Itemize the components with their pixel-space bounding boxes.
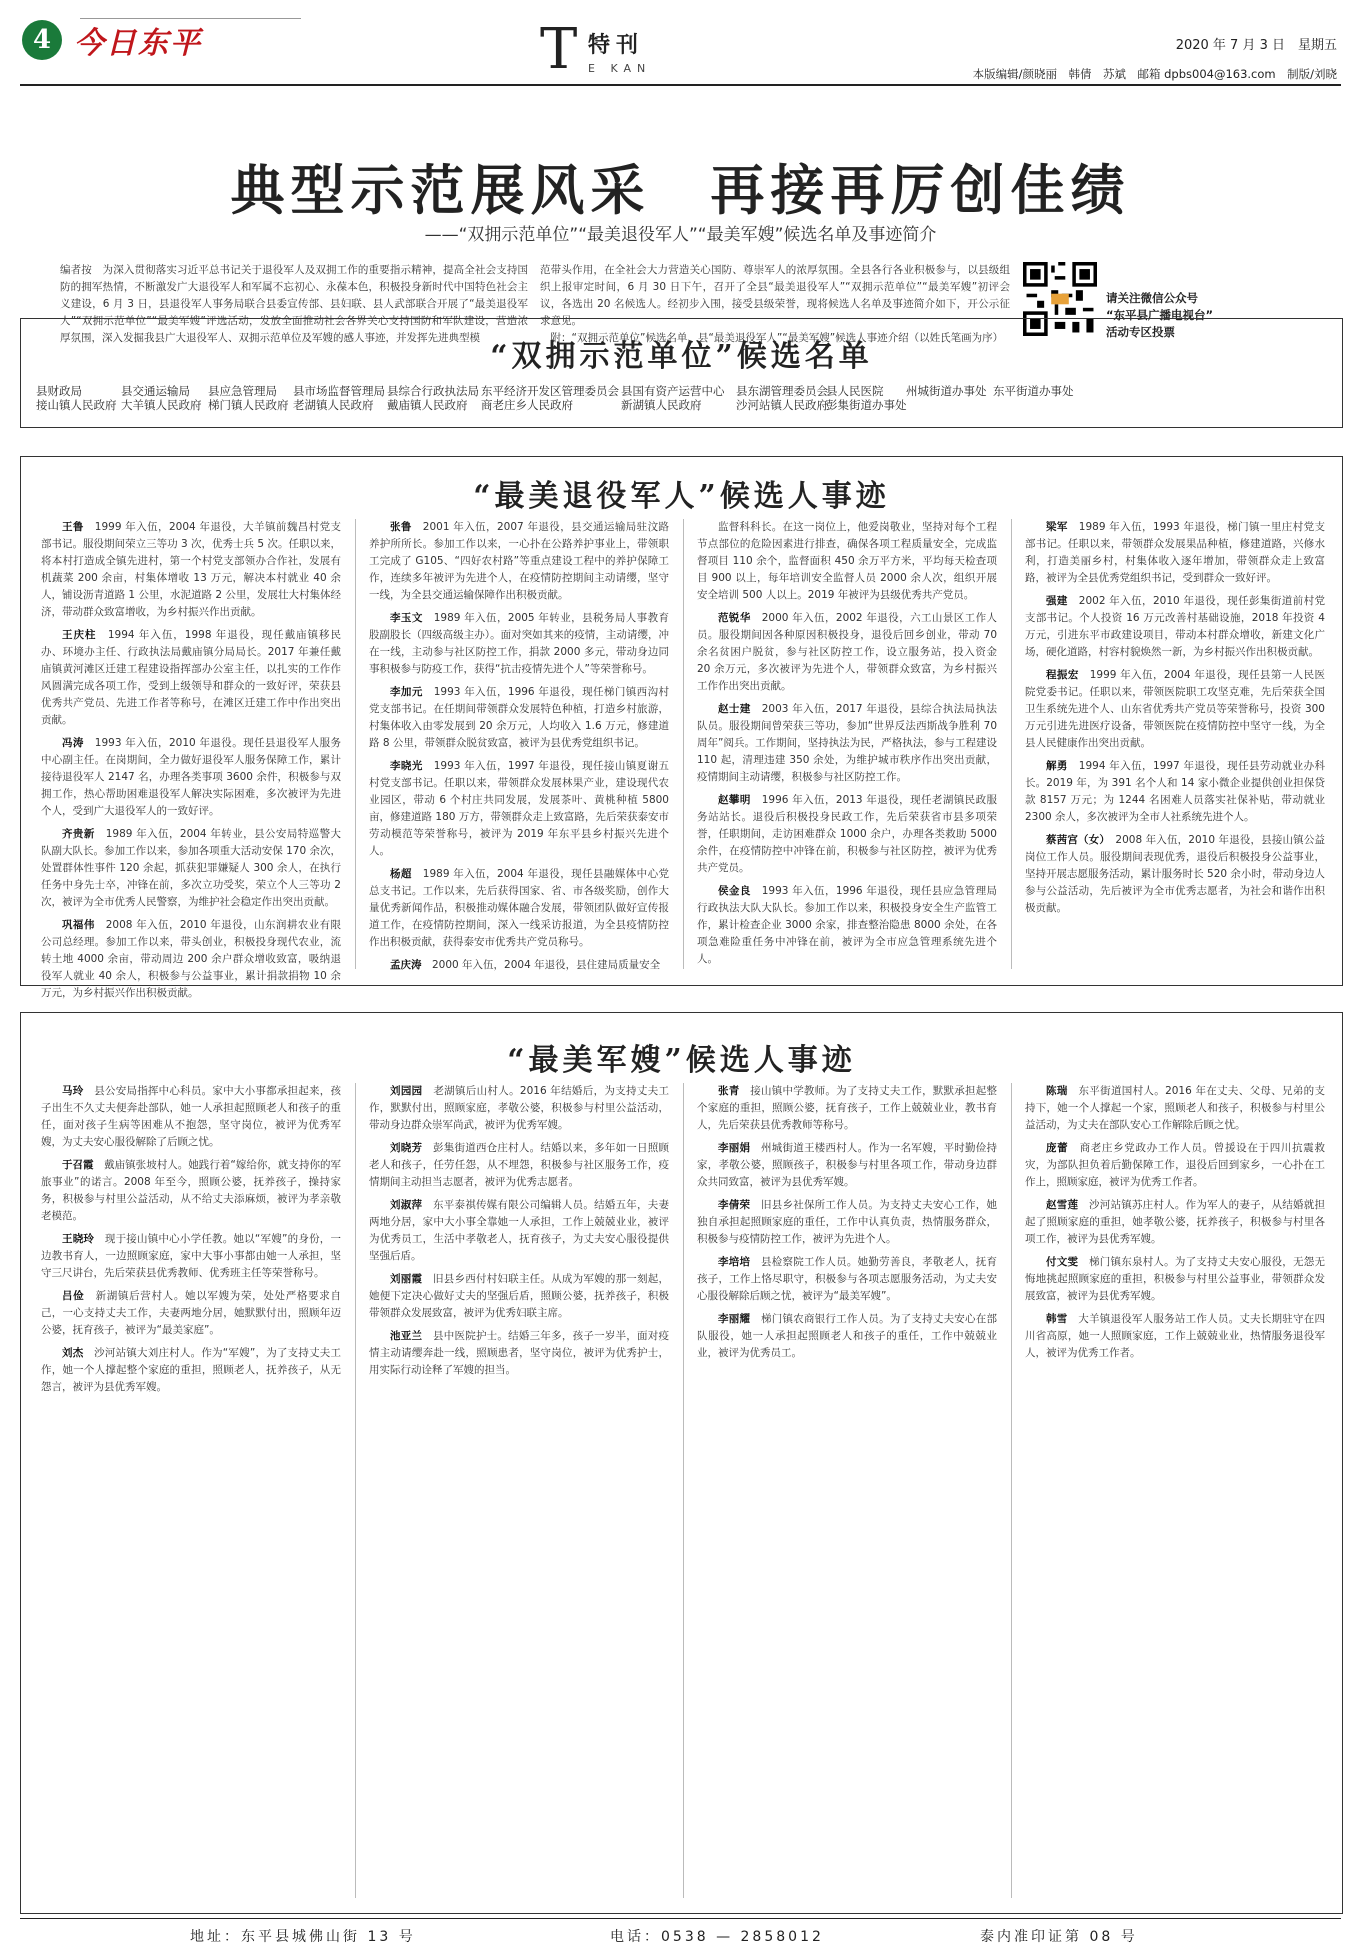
candidate-name: 李加元 xyxy=(390,686,423,698)
candidate-name: 刘杰 xyxy=(62,1347,84,1359)
entry-column xyxy=(369,519,669,969)
candidate-bio: 1989 年入伍，1993 年退役，梯门镇一里庄村党支部书记。任职以来，带领群众发展果品种植，修建道路，兴修水利，打造美丽乡村，村集体收入逐年增加，带领群众走上致富路，被评为全县优秀党组织书记，受到群众一致好评。 xyxy=(1025,521,1326,584)
candidate-bio: 大羊镇退役军人服务站工作人员。丈夫长期驻守在四川省高原，她一人照顾家庭，工作上兢兢业业，热情服务退役军人，被评为优秀工作者。 xyxy=(1025,1313,1326,1359)
candidate-entry xyxy=(1025,758,1325,826)
column-divider xyxy=(355,519,356,969)
candidate-entry xyxy=(697,519,997,604)
candidate-bio: 东平泰祺传媒有限公司编辑人员。结婚五年，夫妻两地分居，家中大小事全靠她一人承担，工作上兢兢业业，被评为优秀员工，生活中孝敬老人，抚育孩子，为丈夫安心服役提供坚强后盾。 xyxy=(369,1199,670,1262)
candidate-entry xyxy=(41,735,341,820)
section-letter: T xyxy=(540,17,578,82)
candidate-entry xyxy=(369,519,669,604)
column-divider xyxy=(1011,1083,1012,1898)
candidate-entry xyxy=(369,1328,669,1379)
candidate-name: 解勇 xyxy=(1046,760,1068,772)
candidate-entry xyxy=(41,1083,341,1151)
page-number-badge: 4 xyxy=(22,20,62,60)
entry-column xyxy=(697,1083,997,1898)
unit-name: 县人民医院 xyxy=(826,384,884,398)
candidate-entry xyxy=(1025,667,1325,752)
editor-note: 编者按 为深入贯彻落实习近平总书记关于退役军人及双拥工作的重要指示精神，提高全社会支持国防的拥军热情，不断激发广大退役军人和军属不忘初心、永葆本色，积极投身新时代中国特色社会主义建设，6 月 3 日，县退役军人事务局联合县委宣传部、县妇联、县人武部联合开展了“最美退役军人”“双拥示范单位”“最美军嫂”评选活动，发放全面推动社会各界关心支持国防和军队建设，营造浓厚氛围，深入发掘我县广大退役军人、双拥示范单位及军嫂的感人事迹，并发挥先进典型模 xyxy=(60,264,528,344)
footer-phone: 电话：0538 — 2858012 xyxy=(610,1929,824,1945)
entry-column xyxy=(369,1083,669,1898)
column-divider xyxy=(683,1083,684,1898)
candidate-name: 李丽耀 xyxy=(718,1313,751,1325)
candidate-name: 庞蕾 xyxy=(1046,1142,1069,1154)
candidate-bio: 1989 年入伍，2004 年退役，现任县融媒体中心党总支书记。工作以来，先后获得国家、省、市各级奖励，创作大量优秀新闻作品，积极推动媒体融合发展，带领团队做好宣传报道工作，在疫情防控期间，深入一线采访报道，为全县疫情防控作出积极贡献，获得泰安市优秀共产党员称号。 xyxy=(369,868,670,948)
candidate-name: 刘淑萍 xyxy=(390,1199,423,1211)
section-double-support-units xyxy=(20,318,1343,428)
unit-name: 商老庄乡人民政府 xyxy=(481,398,573,412)
candidate-bio: 1989 年入伍，2005 年转业，县税务局人事教育股副股长（四级高级主办）。面对突如其来的疫情，主动请缨，冲在一线，主动参与社区防控工作，捐款 2000 多元，带动身边同事积极参与防疫工作，获得“抗击疫情先进个人”等荣誉称号。 xyxy=(369,612,670,675)
candidate-name: 梁军 xyxy=(1046,521,1068,533)
candidate-entry xyxy=(369,1083,669,1134)
candidate-entry xyxy=(1025,1254,1325,1305)
candidate-bio: 县检察院工作人员。她勤劳善良，孝敬老人，抚育孩子，工作上恪尽职守，积极参与各项志愿服务活动，为丈夫安心服役解除后顾之忧，被评为“最美军嫂”。 xyxy=(697,1256,998,1302)
column-divider xyxy=(355,1083,356,1898)
candidate-name: 于召霞 xyxy=(62,1159,94,1171)
unit-name: 县财政局 xyxy=(36,384,82,398)
footer-rule xyxy=(20,1918,1341,1919)
candidate-entry xyxy=(1025,1140,1325,1191)
unit-name: 梯门镇人民政府 xyxy=(208,398,289,412)
candidate-name: 李丽娟 xyxy=(718,1142,751,1154)
candidate-name: 付文雯 xyxy=(1046,1256,1079,1268)
unit-name: 老湖镇人民政府 xyxy=(293,398,374,412)
candidate-bio: 县公安局指挥中心科员。家中大小事都承担起来，孩子出生不久丈夫便奔赴部队，她一人承担起照顾老人和孩子的重任，面对孩子生病等困难从不抱怨，坚守岗位，被评为优秀军嫂，为丈夫安心服役解除了后顾之忧。 xyxy=(41,1085,342,1148)
candidate-name: 陈瑞 xyxy=(1046,1085,1068,1097)
candidate-name: 王庆柱 xyxy=(62,629,97,641)
candidate-bio: 2000 年入伍，2002 年退役，六工山景区工作人员。服役期间因各种原因积极投身，退役后回乡创业，带动 70 余名贫困户脱贫，参与社区防控工作，设立服务站，投入资金 20 余万元，多次被评为先进个人，带领群众致富，为乡村振兴工作作出突出贡献。 xyxy=(697,612,998,692)
candidate-entry xyxy=(369,684,669,752)
candidate-bio: 彭集街道西仓庄村人。结婚以来，多年如一日照顾老人和孩子，任劳任怨，从不埋怨，积极参与社区服务工作，疫情期间主动担当志愿者，被评为优秀志愿者。 xyxy=(369,1142,670,1188)
candidate-name: 王鲁 xyxy=(62,521,84,533)
candidate-entry xyxy=(369,866,669,951)
section-title: “最美军嫂”候选人事迹 xyxy=(507,1043,856,1078)
candidate-entry xyxy=(1025,519,1325,587)
candidate-name: 吕俭 xyxy=(62,1290,85,1302)
candidate-bio: 现于接山镇中心小学任教。她以“军嫂”的身份，一边教书育人，一边照顾家庭，家中大事小事都由她一人承担，坚守三尺讲台，先后荣获县优秀教师、优秀班主任等荣誉称号。 xyxy=(41,1233,341,1279)
editor-note-continued: 范带头作用，在全社会大力营造关心国防、尊崇军人的浓厚氛围。全县各行各业积极参与，以县级组织上报审定时间，6 月 30 日下午，召开了全县“最美退役军人”“双拥示范单位”“最美军嫂”初评会议，各选出 20 名候选人。经初步入围，接受县级荣誉，现将候选人名单及事迹简介如下，开公示征求意见。 附：“双拥示范单位”候选名单、县“最美退役军人”“最美军嫂”候选人事迹介绍（以姓氏笔画为序） xyxy=(540,264,1010,344)
unit-name: 东平街道办事处 xyxy=(993,384,1074,398)
candidate-entry xyxy=(369,610,669,678)
candidate-name: 刘丽霞 xyxy=(390,1273,423,1285)
candidate-name: 李晓光 xyxy=(390,760,423,772)
candidate-bio: 商老庄乡党政办工作人员。曾援设在于四川抗震救灾，为部队担负着后勤保障工作，退役后回到家乡，一心扑在工作上，照顾家庭，被评为优秀工作者。 xyxy=(1025,1142,1325,1188)
candidate-entry xyxy=(41,917,341,1002)
candidate-name: 池亚兰 xyxy=(390,1330,423,1342)
candidate-bio: 州城街道王楼西村人。作为一名军嫂，平时勤俭持家，孝敬公婆，照顾孩子，积极参与村里各项工作，带动身边群众共同致富，被评为县优秀军嫂。 xyxy=(697,1142,998,1188)
candidate-bio: 东平街道国村人。2016 年在丈夫、父母、兄弟的支持下，她一个人撑起一个家，照顾老人和孩子，积极参与村里公益活动，为丈夫在部队安心工作解除后顾之忧。 xyxy=(1025,1085,1326,1131)
candidate-entry xyxy=(1025,593,1325,661)
candidate-entry xyxy=(697,792,997,877)
qr-caption: 请关注微信公众号 “东平县广播电视台” 活动专区投票 xyxy=(1106,291,1214,339)
candidate-bio: 2008 年入伍，2010 年退役，山东润耕农业有限公司总经理。参加工作以来，带头创业，积极投身现代农业，流转土地 4000 余亩，带动周边 200 余户群众增收致富，吸纳退役军人就业 40 余人，积极参与公益事业，累计捐款捐物 10 余万元，为乡村振兴作出积极贡献。 xyxy=(41,919,342,999)
candidate-bio: 沙河站镇大刘庄村人。作为“军嫂”，为了支持丈夫工作，她一个人撑起整个家庭的重担，照顾老人，抚养孩子，从无怨言，被评为县优秀军嫂。 xyxy=(41,1347,341,1393)
candidate-entry xyxy=(1025,1311,1325,1362)
candidate-bio: 2008 年入伍，2010 年退役，县接山镇公益岗位工作人员。服役期间表现优秀，退役后积极投身公益事业，坚持开展志愿服务活动，累计服务时长 520 余小时，带动身边人参与公益活动，先后被评为全市优秀志愿者，为社会和谐作出积极贡献。 xyxy=(1025,834,1326,914)
column-divider xyxy=(683,519,684,969)
candidate-name: 赵士建 xyxy=(718,703,751,715)
candidate-entry xyxy=(697,1140,997,1191)
candidate-bio: 新湖镇后营村人。她以军嫂为荣，处处严格要求自己，一心支持丈夫工作，夫妻两地分居，她默默付出，照顾年迈公婆，抚育孩子，被评为“最美家庭”。 xyxy=(41,1290,341,1336)
candidate-entry xyxy=(1025,832,1325,917)
footer-address: 地址：东平县城佛山街 13 号 xyxy=(190,1929,416,1945)
candidate-bio: 沙河站镇苏庄村人。作为军人的妻子，从结婚就担起了照顾家庭的重担，她孝敬公婆，抚养孩子，积极参与村里各项工作，被评为县优秀军嫂。 xyxy=(1025,1199,1326,1245)
candidate-name: 程振宏 xyxy=(1046,669,1079,681)
candidate-bio: 1993 年入伍，2010 年退役。现任县退役军人服务中心副主任。在岗期间，全力做好退役军人服务保障工作，累计接待退役军人 2147 名，办理各类事项 3600 余件，积极参与双拥工作，热心帮助困难退役军人解决实际困难，多次被评为先进个人，受到广大退役军人的一致好评。 xyxy=(41,737,342,817)
candidate-bio: 戴庙镇张坡村人。她践行着“嫁给你，就支持你的军旅事业”的诺言。2008 年至今，照顾公婆，抚养孩子，操持家务，积极参与村里公益活动，从不给丈夫添麻烦，被评为孝亲敬老模范。 xyxy=(41,1159,342,1222)
candidate-name: 王晓玲 xyxy=(62,1233,95,1245)
candidate-entry xyxy=(41,1231,341,1282)
candidate-name: 刘园园 xyxy=(390,1085,423,1097)
candidate-bio: 1999 年入伍，2004 年退役，现任县第一人民医院党委书记。任职以来，带领医院职工攻坚克难，先后荣获全国卫生系统先进个人、山东省优秀共产党员等荣誉称号，投资 300 万元引进先进医疗设备，带领医院在疫情防控中坚守一线，为全县人民健康作出突出贡献。 xyxy=(1025,669,1326,749)
entry-column xyxy=(1025,519,1325,969)
unit-name: 县应急管理局 xyxy=(208,384,277,398)
unit-name: 县东湖管理委员会 xyxy=(736,384,828,398)
candidate-entry xyxy=(697,1254,997,1305)
candidate-entry xyxy=(1025,1083,1325,1134)
unit-name: 沙河站镇人民政府 xyxy=(736,398,828,412)
candidate-bio: 2001 年入伍，2007 年退役，县交通运输局驻汶路养护所所长。参加工作以来，一心扑在公路养护事业上，带领职工完成了 G105、“四好农村路”等重点建设工程中的养护保障工作，连续多年被评为先进个人，在疫情防控期间主动请缨，坚守一线，为全县交通运输保障作出积极贡献。 xyxy=(369,521,670,601)
candidate-entry xyxy=(41,1345,341,1396)
entry-column xyxy=(1025,1083,1325,1898)
candidate-bio: 梯门镇农商银行工作人员。为了支持丈夫安心在部队服役，她一人承担起照顾老人和孩子的重任，工作中兢兢业业，被评为优秀员工。 xyxy=(697,1313,998,1359)
unit-name: 县综合行政执法局 xyxy=(387,384,479,398)
candidate-bio: 老湖镇后山村人。2016 年结婚后，为支持丈夫工作，默默付出，照顾家庭，孝敬公婆，积极参与村里公益活动，带动身边群众崇军尚武，被评为优秀军嫂。 xyxy=(369,1085,670,1131)
unit-name: 接山镇人民政府 xyxy=(36,398,117,412)
candidate-entry xyxy=(41,826,341,911)
candidate-entry xyxy=(369,758,669,860)
candidate-bio: 监督科科长。在这一岗位上，他爱岗敬业，坚持对每个工程节点部位的危险因素进行排查，确保各项工程质量安全，完成监督项目 110 余个，监督面积 450 余万平方米，平均每天检查项目 900 以上，每年培训安全监督人员 2000 余人次，组织开展安全培训 500 人以上。2019 年被评为县级优秀共产党员。 xyxy=(697,521,997,601)
candidate-name: 赵雪莲 xyxy=(1046,1199,1079,1211)
candidate-name: 李培培 xyxy=(718,1256,751,1268)
entry-column xyxy=(697,519,997,969)
candidate-entry xyxy=(369,1140,669,1191)
candidate-bio: 1999 年入伍，2004 年退役，大羊镇前魏昌村党支部书记。服役期间荣立三等功 3 次，优秀士兵 5 次。任职以来，将本村打造成全镇先进村，第一个村党支部领办合作社，发展有机蔬菜 200 余亩，村集体增收 13 万元，解决本村就业 40 余人，铺设沥青道路 1 公里，水泥道路 2 公里，发展壮大村集体经济，带动群众致富增收，为乡村振兴作出贡献。 xyxy=(41,521,342,618)
candidate-entry xyxy=(697,610,997,695)
candidate-entry xyxy=(697,1311,997,1362)
candidate-bio: 县中医院护士。结婚三年多，孩子一岁半，面对疫情主动请缨奔赴一线，照顾患者，坚守岗位，被评为优秀护士，用实际行动诠释了军嫂的担当。 xyxy=(369,1330,670,1376)
header-rule-top xyxy=(80,18,301,19)
unit-name: 县交通运输局 xyxy=(121,384,190,398)
candidate-bio: 1993 年入伍，1996 年退役，现任梯门镇西沟村党支部书记。在任期间带领群众发展特色种植，打造乡村旅游，村集体收入由零发展到 20 余万元，人均收入 1.6 万元，修建道路 8 公里，带领群众脱贫致富，被评为县优秀党组织书记。 xyxy=(369,686,670,749)
candidate-name: 马玲 xyxy=(62,1085,84,1097)
candidate-name: 蔡茜宫（女） xyxy=(1046,834,1105,846)
candidate-entry xyxy=(41,627,341,729)
unit-name: 州城街道办事处 xyxy=(906,384,987,398)
unit-name: 东平经济开发区管理委员会 xyxy=(481,384,619,398)
candidate-name: 范锐华 xyxy=(718,612,751,624)
candidate-name: 张鲁 xyxy=(390,521,412,533)
candidate-name: 冯涛 xyxy=(62,737,84,749)
section-title: 特刊 xyxy=(588,33,645,58)
unit-name: 戴庙镇人民政府 xyxy=(387,398,468,412)
unit-name: 彭集街道办事处 xyxy=(826,398,907,412)
editor-credits: 本版编辑/颜晓丽 韩倩 苏斌 邮箱 dpbs004@163.com 制版/刘晓 xyxy=(972,67,1337,81)
candidate-bio: 2000 年入伍，2004 年退役，县住建局质量安全 xyxy=(432,959,661,971)
issue-date: 2020 年 7 月 3 日 星期五 xyxy=(1175,38,1337,53)
candidate-entry xyxy=(369,957,669,974)
candidate-name: 齐贵新 xyxy=(62,828,95,840)
candidate-entry xyxy=(41,1157,341,1225)
unit-name: 大羊镇人民政府 xyxy=(121,398,202,412)
section-military-wives xyxy=(20,1012,1343,1914)
candidate-entry xyxy=(41,519,341,621)
candidate-bio: 梯门镇东泉村人。为了支持丈夫安心服役，无怨无悔地挑起照顾家庭的重担，积极参与村里公益事业，带领群众发展致富，被评为县优秀军嫂。 xyxy=(1025,1256,1326,1302)
candidate-name: 李倩荣 xyxy=(718,1199,751,1211)
section-subtitle: E KAN xyxy=(588,62,652,75)
sub-headline: ——“双拥示范单位”“最美退役军人”“最美军嫂”候选名单及事迹简介 xyxy=(424,225,937,245)
candidate-entry xyxy=(369,1197,669,1265)
candidate-bio: 旧县乡社保所工作人员。为支持丈夫安心工作，她独自承担起照顾家庭的重任，工作中认真负责，热情服务群众，积极参与疫情防控工作，被评为先进个人。 xyxy=(697,1199,998,1245)
column-divider xyxy=(1011,519,1012,969)
candidate-bio: 1989 年入伍，2004 年转业，县公安局特巡警大队副大队长。参加工作以来，参加各项重大活动安保 170 余次，处置群体性事件 120 余起，抓获犯罪嫌疑人 300 余人，在执行任务中身先士卒，冲锋在前，多次立功受奖，荣立个人三等功 2 次，被评为全市优秀人民警察，为维护社会稳定作出突出贡献。 xyxy=(41,828,342,908)
candidate-entry xyxy=(369,1271,669,1322)
candidate-entry xyxy=(697,1197,997,1248)
candidate-bio: 接山镇中学教师。为了支持丈夫工作，默默承担起整个家庭的重担，照顾公婆，抚育孩子，工作上兢兢业业，教书育人，先后荣获县优秀教师等称号。 xyxy=(697,1085,998,1131)
entry-column xyxy=(41,519,342,999)
candidate-bio: 1993 年入伍，1996 年退役，现任县应急管理局行政执法大队大队长。参加工作以来，积极投身安全生产监管工作，累计检查企业 3000 余家，排查整治隐患 8000 余处，在各项急难险重任务中冲锋在前，被评为全市应急管理系统先进个人。 xyxy=(697,885,998,965)
entry-column xyxy=(41,1083,341,1898)
candidate-name: 赵攀明 xyxy=(718,794,751,806)
section-veterans xyxy=(20,456,1343,999)
section-title: “双拥示范单位”候选名单 xyxy=(490,339,873,374)
footer-license: 泰内准印证第 08 号 xyxy=(980,1929,1138,1945)
candidate-name: 刘晓芳 xyxy=(390,1142,423,1154)
candidate-bio: 1996 年入伍，2013 年退役，现任老湖镇民政服务站站长。退役后积极投身民政工作，先后荣获省市县多项荣誉，任职期间，走访困难群众 1000 余户，办理各类救助 5000 余件，在疫情防控中冲锋在前，积极参与社区防控，被评为优秀共产党员。 xyxy=(697,794,998,874)
candidate-entry xyxy=(1025,1197,1325,1248)
candidate-name: 孟庆涛 xyxy=(390,959,422,971)
header-rule xyxy=(20,84,1341,86)
candidate-entry xyxy=(697,701,997,786)
candidate-name: 李玉文 xyxy=(390,612,423,624)
unit-name: 县市场监督管理局 xyxy=(293,384,385,398)
candidate-name: 韩雪 xyxy=(1046,1313,1068,1325)
candidate-bio: 1994 年入伍，1998 年退役，现任戴庙镇移民办、环境办主任、行政执法局戴庙镇分局局长。2017 年兼任戴庙镇黄河滩区迁建工程建设指挥部办公室主任，以扎实的工作作风圆满完成各项工作，受到上级领导和群众的一致好评，荣获县优秀共产党员、先进工作者等称号，在滩区迁建工作中作出突出贡献。 xyxy=(41,629,341,726)
newspaper-logo: 今日东平 xyxy=(74,26,202,61)
candidate-name: 杨超 xyxy=(390,868,412,880)
main-headline: 典型示范展风采 再接再厉创佳绩 xyxy=(230,158,1131,222)
unit-name: 县国有资产运营中心 xyxy=(621,384,725,398)
section-title: “最美退役军人”候选人事迹 xyxy=(473,479,890,514)
candidate-bio: 1994 年入伍，1997 年退役，现任县劳动就业办科长。2019 年，为 391 名个人和 14 家小微企业提供创业担保贷款 8157 万元；为 1244 名困难人员落实社保补贴，带动就业 2300 余人，多次被评为全市人社系统先进个人。 xyxy=(1025,760,1326,823)
candidate-name: 侯金良 xyxy=(718,885,751,897)
unit-name: 新湖镇人民政府 xyxy=(621,398,702,412)
candidate-entry xyxy=(697,883,997,968)
candidate-name: 巩福伟 xyxy=(62,919,95,931)
candidate-entry xyxy=(41,1288,341,1339)
candidate-name: 强建 xyxy=(1046,595,1068,607)
candidate-entry xyxy=(697,1083,997,1134)
candidate-bio: 2003 年入伍，2017 年退役，县综合执法局执法队员。服役期间曾荣获三等功，参加“世界反法西斯战争胜利 70 周年”阅兵。工作期间，坚持执法为民，严格执法，参与工程建设 110 起，清理违建 350 余处，为维护城市秩序作出突出贡献，疫情期间主动请缨，积极参与社区防控工作。 xyxy=(697,703,998,783)
candidate-name: 张青 xyxy=(718,1085,740,1097)
candidate-bio: 旧县乡西付村妇联主任。从成为军嫂的那一刻起，她便下定决心做好丈夫的坚强后盾，照顾公婆，抚养孩子，积极带领群众发展致富，被评为优秀妇联主席。 xyxy=(369,1273,670,1319)
candidate-bio: 1993 年入伍，1997 年退役，现任接山镇夏谢五村党支部书记。任职以来，带领群众发展林果产业，建设现代农业园区，带动 6 个村庄共同发展，发展茶叶、黄桃种植 5800 亩，修建道路 180 万方，带领群众走上致富路，先后荣获泰安市劳动模范等荣誉称号，被评为 2019 年东平县乡村振兴先进个人。 xyxy=(369,760,670,857)
candidate-bio: 2002 年入伍，2010 年退役，现任彭集街道前村党支部书记。个人投资 16 万元改善村基础设施，2018 年投资 4 万元，引进东平市政建设项目，带动本村群众增收，新建文化广场，硬化道路，村容村貌焕然一新，为乡村振兴作出积极贡献。 xyxy=(1025,595,1326,658)
